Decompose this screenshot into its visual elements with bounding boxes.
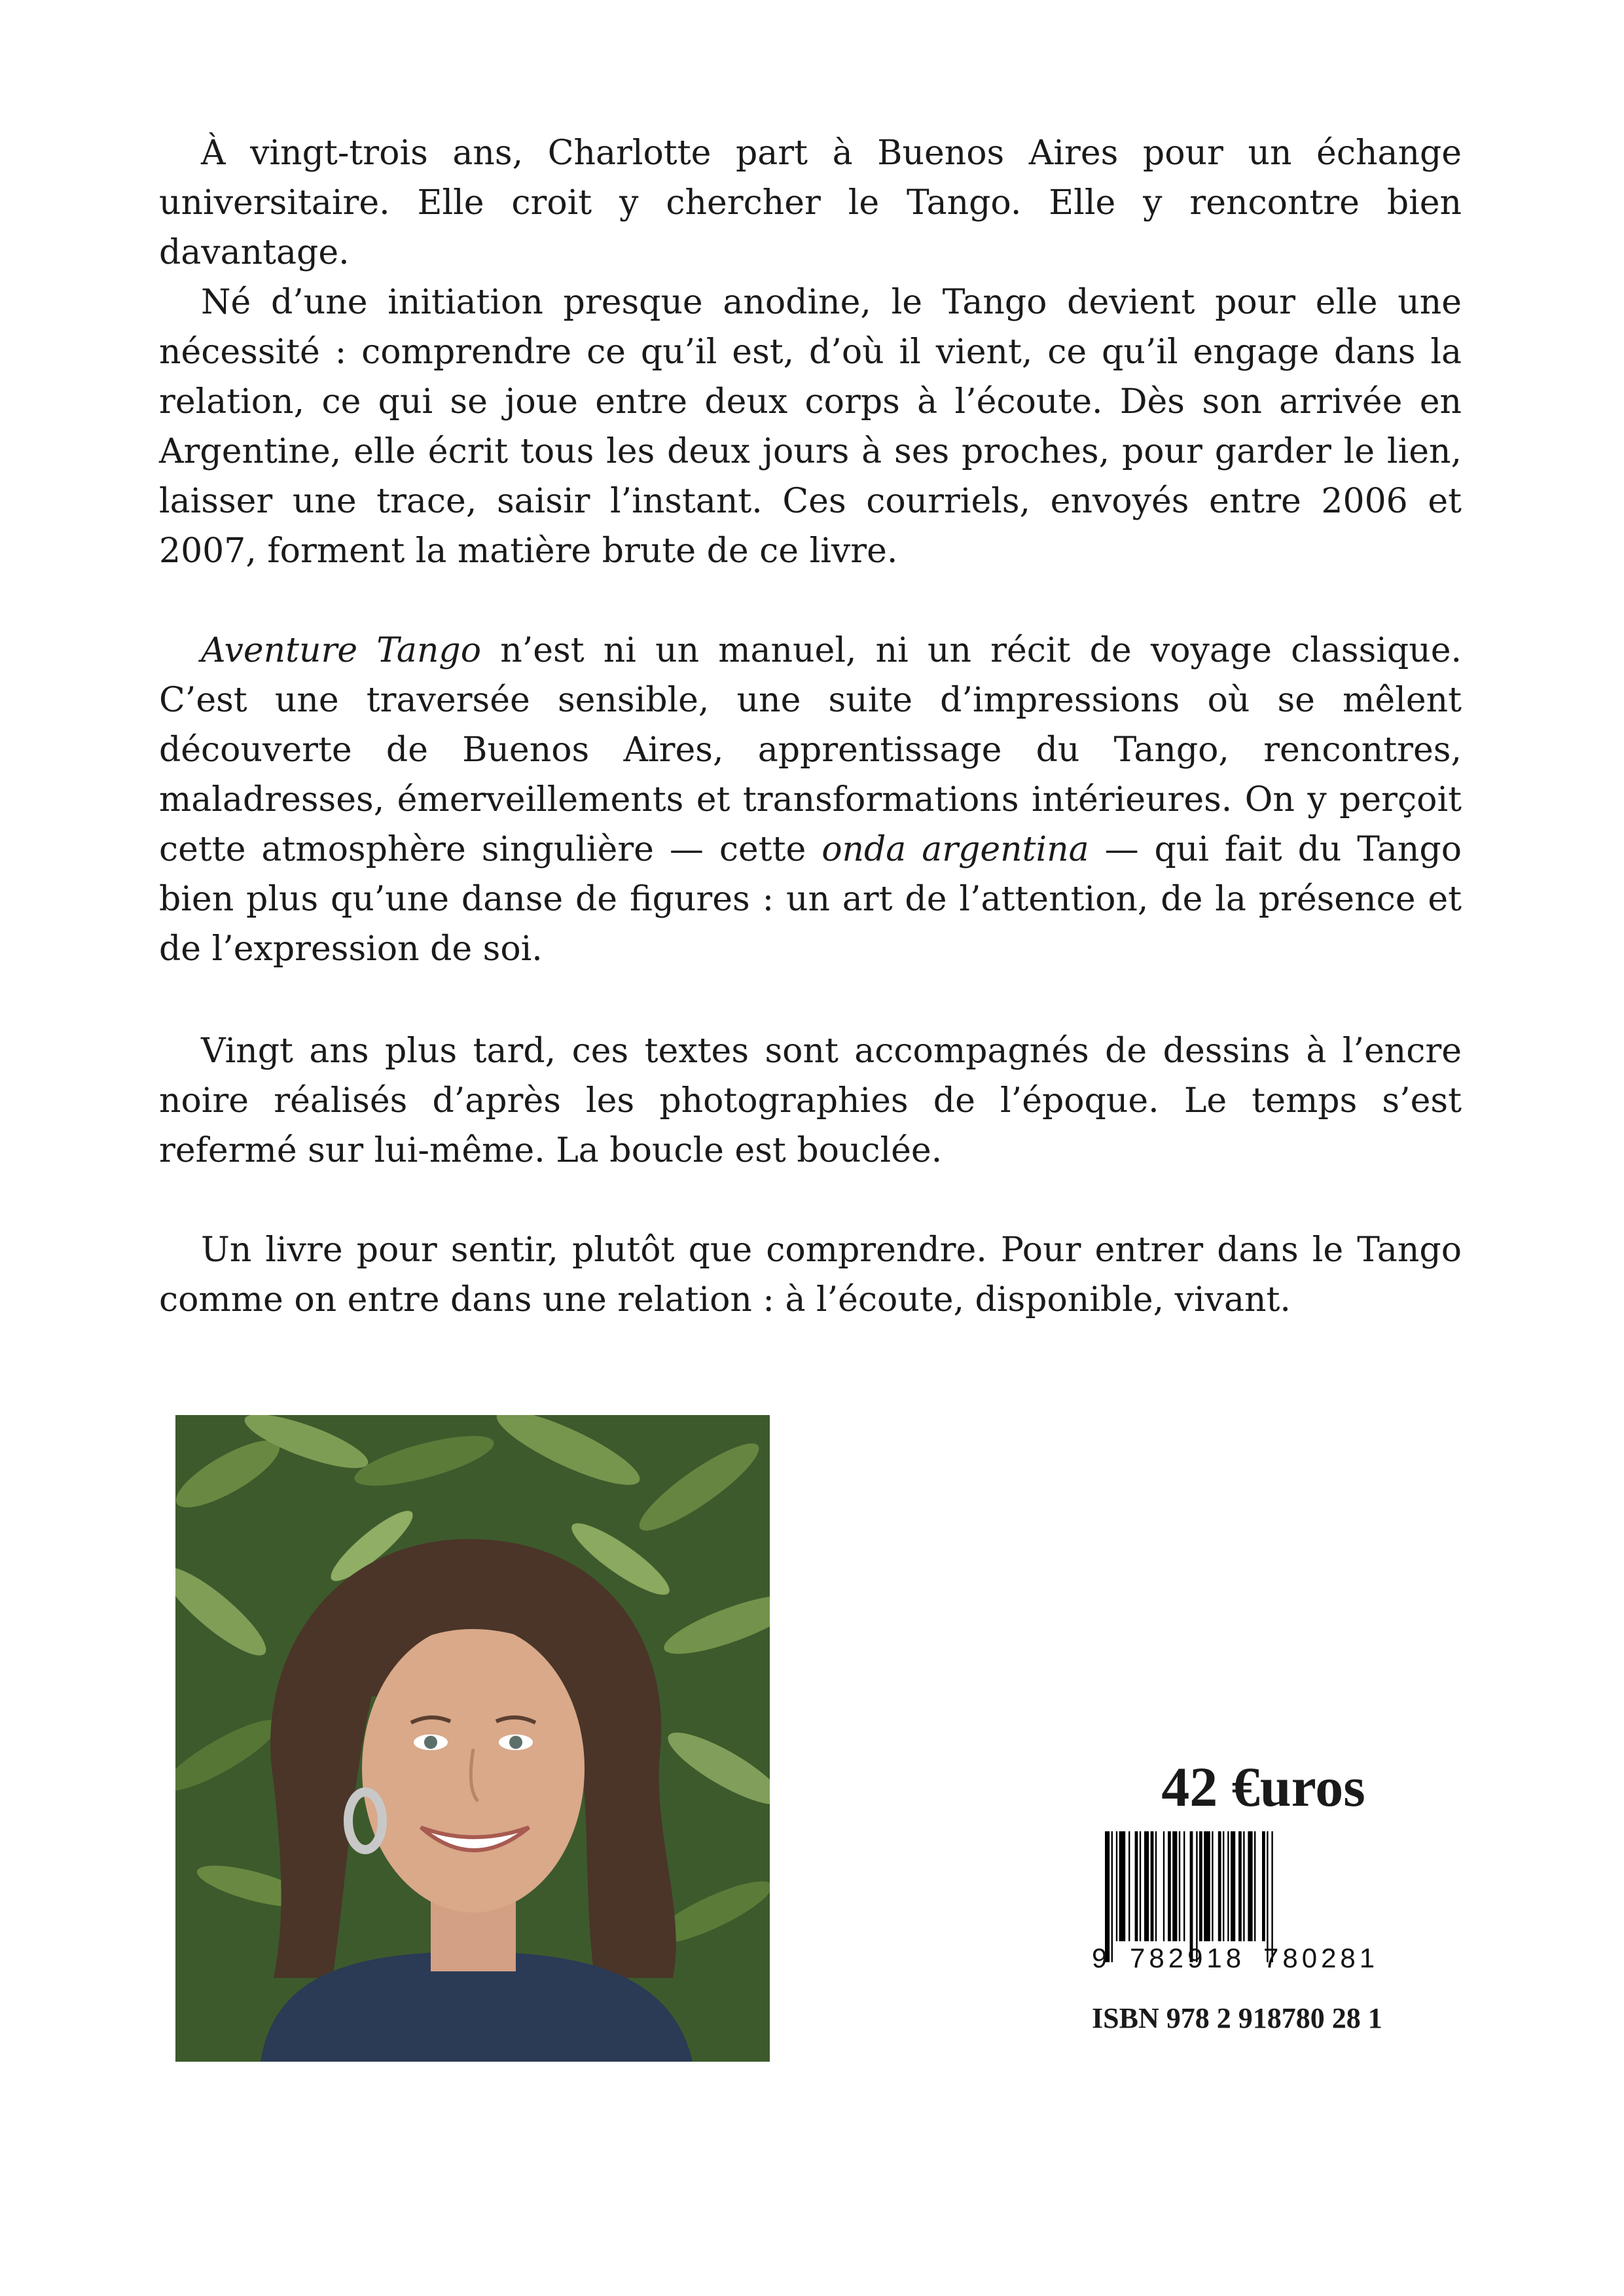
barcode-bar <box>1155 1831 1157 1941</box>
description-text-b: — qui fait du Tango bien plus qu’une danse de figures : un art de l’attention, de la présence et de l’expression de soi. <box>159 830 1462 969</box>
paragraph-intro: À vingt-trois ans, Charlotte part à Buenos Aires pour un échange universitaire. Elle croit y chercher le Tango. Elle y rencontre bien davantage. <box>159 134 1462 272</box>
barcode-bar <box>1204 1831 1210 1941</box>
barcode-digits-right: 780281 <box>1263 1943 1379 1973</box>
barcode-bar <box>1223 1831 1224 1941</box>
barcode-bar <box>1227 1831 1229 1941</box>
barcode-bar <box>1151 1831 1154 1941</box>
barcode-bar <box>1212 1831 1213 1941</box>
barcode-bar <box>1128 1831 1130 1941</box>
barcode-bar <box>1231 1831 1235 1941</box>
barcode-bar <box>1111 1831 1113 1962</box>
barcode-bar <box>1144 1831 1149 1941</box>
paragraph-book-description <box>159 626 1462 974</box>
barcode-bar <box>1183 1831 1185 1941</box>
paragraph-tango-necessity: Né d’une initiation presque anodine, le Tango devient pour elle une nécessité : comprendre ce qu’il est, d’où il vient, ce qu’il engage dans la relation, ce qui se joue entre deux corps à l’écoute. Dès son arrivée en Argentine, elle écrit tous les deux jours à ses proches, pour garder le lien, laisser une trace, saisir l’instant. Ces courriels, envoyés entre 2006 et 2007, forment la matière brute de ce livre. <box>159 283 1462 571</box>
barcode-bar <box>1243 1831 1244 1941</box>
barcode-bar <box>1135 1831 1138 1941</box>
isbn-label: ISBN 978 2 918780 28 1 <box>1092 2002 1382 2034</box>
barcode-bar <box>1179 1831 1180 1941</box>
barcode-bar <box>1238 1831 1242 1941</box>
paragraph-closing: Un livre pour sentir, plutôt que comprendre. Pour entrer dans le Tango comme on entre dans une relation : à l’écoute, disponible, vivant. <box>159 1230 1462 1319</box>
author-portrait-drawing <box>175 1415 770 2062</box>
barcode-bar <box>1119 1831 1126 1941</box>
author-photo <box>175 1415 770 2062</box>
barcode-bar <box>1140 1831 1141 1941</box>
barcode-bar <box>1262 1831 1265 1941</box>
barcode-bar <box>1254 1831 1255 1941</box>
barcode-bar <box>1199 1831 1202 1941</box>
barcode-bar <box>1218 1831 1221 1941</box>
description-text-a: n’est ni un manuel, ni un récit de voyage classique. C’est une traversée sensible, une suite d’impressions où se mêlent découverte de Buenos Aires, apprentissage du Tango, rencontres, maladresses, émerveillements et transformations intérieures. On y perçoit cette atmosphère singulière — cette <box>159 631 1462 869</box>
barcode-bar <box>1168 1831 1171 1941</box>
paragraph-twenty-years: Vingt ans plus tard, ces textes sont accompagnés de dessins à l’encre noire réalisés d’après les photographies de l’époque. Le temps s’est refermé sur lui-même. La boucle est bouclée. <box>159 1031 1462 1170</box>
barcode-bar <box>1163 1831 1164 1941</box>
book-title: Aventure Tango <box>201 631 482 670</box>
price-label: 42 €uros <box>1161 1755 1365 1818</box>
barcode-bar <box>1248 1831 1252 1941</box>
barcode-lead-digit: 9 <box>1092 1943 1108 1973</box>
barcode-bar <box>1116 1831 1117 1941</box>
barcode-bar <box>1172 1831 1177 1941</box>
onda-argentina: onda argentina <box>821 830 1089 869</box>
barcode-digits-left: 782918 <box>1130 1943 1246 1973</box>
